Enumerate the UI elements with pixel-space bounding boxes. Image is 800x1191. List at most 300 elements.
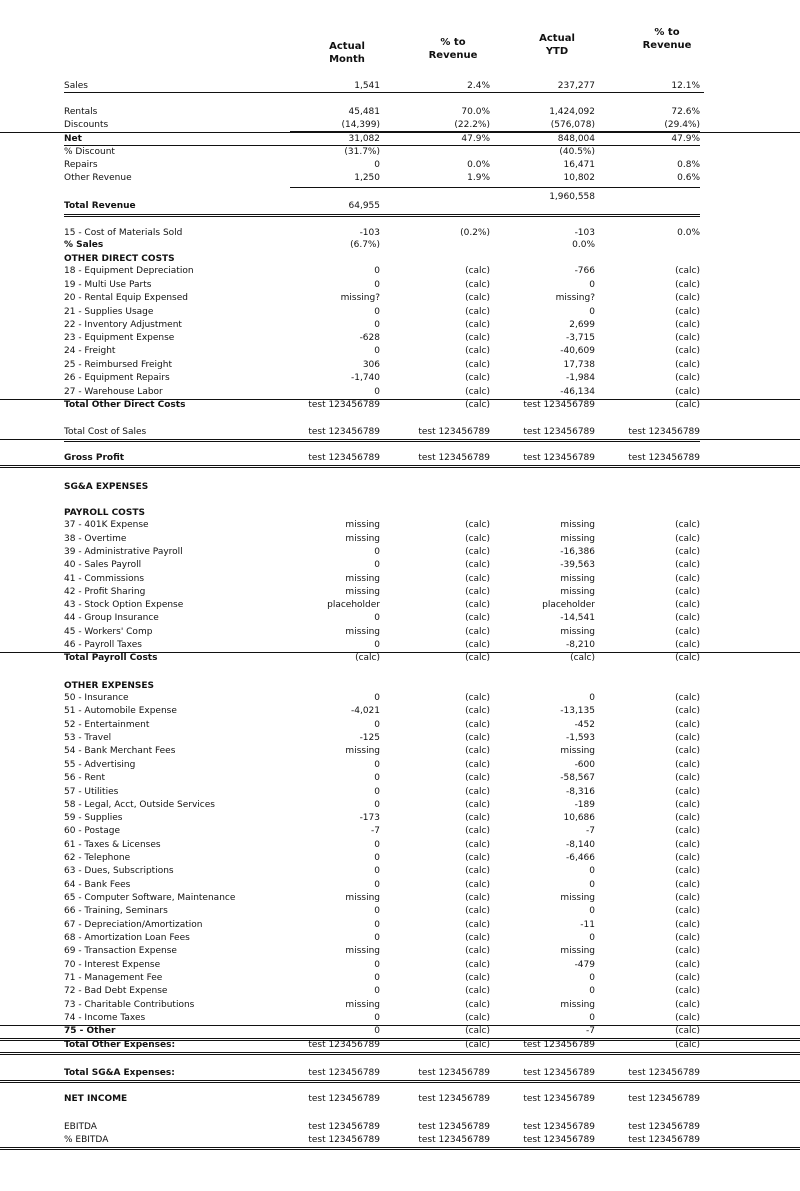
pct-revenue-ytd-value: (calc) <box>675 773 700 783</box>
pct-revenue-month-value: (calc) <box>465 800 490 810</box>
statement-row <box>0 799 800 812</box>
pct-revenue-ytd-value: (calc) <box>675 346 700 356</box>
actual-month-value: 0 <box>374 693 380 703</box>
rule-line <box>290 187 700 188</box>
row-label: 42 - Profit Sharing <box>64 587 146 597</box>
row-label: SG&A EXPENSES <box>64 482 149 492</box>
row-label: 72 - Bad Debt Expense <box>64 986 168 996</box>
pct-revenue-ytd-value: (calc) <box>675 547 700 557</box>
actual-ytd-value: -58,567 <box>560 773 595 783</box>
actual-month-value: -7 <box>371 826 380 836</box>
actual-ytd-value: test 123456789 <box>523 1135 595 1145</box>
statement-row <box>0 772 800 785</box>
actual-month-value: 0 <box>374 787 380 797</box>
pct-revenue-ytd-value: (29.4%) <box>664 120 700 130</box>
actual-month-value: (31.7%) <box>344 147 380 157</box>
statement-row <box>0 732 800 745</box>
header-line: % to <box>440 37 466 48</box>
pct-revenue-month-value: 0.0% <box>467 160 490 170</box>
actual-month-value: 0 <box>374 307 380 317</box>
actual-month-value: 1,250 <box>354 173 380 183</box>
pct-revenue-ytd-value: (calc) <box>675 600 700 610</box>
actual-month-value: 0 <box>374 613 380 623</box>
row-label: 54 - Bank Merchant Fees <box>64 746 176 756</box>
pct-revenue-ytd-value: (calc) <box>675 280 700 290</box>
actual-month-value: 0 <box>374 387 380 397</box>
actual-ytd-value: test 123456789 <box>523 453 595 463</box>
actual-ytd-value: -39,563 <box>560 560 595 570</box>
pct-revenue-ytd-value: (calc) <box>675 320 700 330</box>
pct-revenue-month-value: 1.9% <box>467 173 490 183</box>
statement-row <box>0 652 800 665</box>
statement-row <box>0 719 800 732</box>
pct-revenue-ytd-value: (calc) <box>675 360 700 370</box>
row-label: 65 - Computer Software, Maintenance <box>64 893 236 903</box>
row-label: 37 - 401K Expense <box>64 520 149 530</box>
statement-row <box>0 386 800 400</box>
row-label: 27 - Warehouse Labor <box>64 387 163 397</box>
header-line: Month <box>329 54 365 65</box>
row-label: 74 - Income Taxes <box>64 1013 146 1023</box>
pct-revenue-month-value: (calc) <box>465 760 490 770</box>
header-line: % to <box>654 27 680 38</box>
row-label: 73 - Charitable Contributions <box>64 1000 195 1010</box>
row-label: 55 - Advertising <box>64 760 136 770</box>
rule-line <box>64 214 700 217</box>
pct-revenue-ytd-value: (calc) <box>675 587 700 597</box>
row-label: 43 - Stock Option Expense <box>64 600 184 610</box>
statement-row <box>0 825 800 838</box>
pct-revenue-ytd-value: 0.8% <box>677 160 700 170</box>
pct-revenue-ytd-value: (calc) <box>675 920 700 930</box>
pct-revenue-month-value: test 123456789 <box>418 1094 490 1104</box>
row-label: 52 - Entertainment <box>64 720 150 730</box>
row-label: 20 - Rental Equip Expensed <box>64 293 189 303</box>
pct-revenue-month-value: (calc) <box>465 1026 490 1036</box>
row-label: Gross Profit <box>64 453 125 463</box>
actual-ytd-value: (576,078) <box>550 120 595 130</box>
pct-revenue-ytd-value: (calc) <box>675 760 700 770</box>
actual-month-value: 0 <box>374 720 380 730</box>
statement-row <box>0 332 800 345</box>
actual-month-value: (6.7%) <box>350 240 380 250</box>
pct-revenue-ytd-value: (calc) <box>675 813 700 823</box>
pct-revenue-ytd-value: test 123456789 <box>628 427 700 437</box>
row-label: 22 - Inventory Adjustment <box>64 320 182 330</box>
statement-row <box>0 599 800 612</box>
row-label: 44 - Group Insurance <box>64 613 159 623</box>
row-label: Total Revenue <box>64 201 136 211</box>
row-label: 24 - Freight <box>64 346 116 356</box>
pct-revenue-month-value: (calc) <box>465 627 490 637</box>
actual-month-value: 0 <box>374 973 380 983</box>
row-label: PAYROLL COSTS <box>64 508 145 518</box>
actual-ytd-value: 2,699 <box>569 320 595 330</box>
actual-month-value: 0 <box>374 346 380 356</box>
actual-ytd-value: (calc) <box>570 653 595 663</box>
statement-row <box>0 879 800 892</box>
pct-revenue-ytd-value: (calc) <box>675 266 700 276</box>
row-label: 39 - Administrative Payroll <box>64 547 183 557</box>
statement-row <box>0 359 800 372</box>
statement-row <box>0 745 800 758</box>
actual-month-value: 0 <box>374 840 380 850</box>
row-label: 19 - Multi Use Parts <box>64 280 152 290</box>
pct-revenue-month-value: (calc) <box>465 387 490 397</box>
actual-month-value: 0 <box>374 853 380 863</box>
row-label: Total Other Expenses: <box>64 1040 176 1050</box>
statement-row <box>0 239 800 252</box>
actual-ytd-value: -600 <box>574 760 595 770</box>
actual-ytd-value: -16,386 <box>560 547 595 557</box>
statement-row <box>0 279 800 292</box>
actual-ytd-value: -8,210 <box>565 640 595 650</box>
pct-revenue-month-value: (calc) <box>465 733 490 743</box>
statement-row <box>0 626 800 639</box>
row-label: 26 - Equipment Repairs <box>64 373 170 383</box>
pct-revenue-ytd-value: test 123456789 <box>628 1094 700 1104</box>
row-label: 18 - Equipment Depreciation <box>64 266 194 276</box>
statement-row <box>0 905 800 918</box>
actual-month-value: 0 <box>374 880 380 890</box>
statement-row <box>0 481 800 494</box>
statement-row <box>0 759 800 772</box>
row-label: 66 - Training, Seminars <box>64 906 168 916</box>
pct-revenue-ytd-value: (calc) <box>675 826 700 836</box>
pct-revenue-ytd-value: (calc) <box>675 560 700 570</box>
rule-line <box>290 131 700 132</box>
rule-line <box>64 145 700 146</box>
statement-row <box>0 559 800 572</box>
pct-revenue-ytd-value: 0.0% <box>677 228 700 238</box>
actual-ytd-value: 0 <box>589 693 595 703</box>
actual-ytd-value: test 123456789 <box>523 1122 595 1132</box>
actual-month-value: 0 <box>374 933 380 943</box>
actual-month-value: missing <box>345 1000 380 1010</box>
pct-revenue-month-value: (calc) <box>465 720 490 730</box>
actual-ytd-value: -14,541 <box>560 613 595 623</box>
actual-ytd-value: test 123456789 <box>523 1094 595 1104</box>
pct-revenue-month-value: (calc) <box>465 587 490 597</box>
statement-row <box>0 146 800 159</box>
pct-revenue-month-value: (calc) <box>465 880 490 890</box>
actual-month-value: 1,541 <box>354 81 380 91</box>
actual-month-value: test 123456789 <box>308 453 380 463</box>
pct-revenue-ytd-value: (calc) <box>675 706 700 716</box>
actual-month-value: 0 <box>374 560 380 570</box>
statement-row <box>0 892 800 905</box>
statement-row <box>0 1134 800 1150</box>
statement-row <box>0 692 800 705</box>
row-label: 50 - Insurance <box>64 693 129 703</box>
pct-revenue-month-value: (calc) <box>465 640 490 650</box>
actual-ytd-value: missing <box>560 1000 595 1010</box>
actual-ytd-value: 16,471 <box>563 160 595 170</box>
actual-month-value: 45,481 <box>348 107 380 117</box>
row-label: 46 - Payroll Taxes <box>64 640 142 650</box>
row-label: NET INCOME <box>64 1094 128 1104</box>
pct-revenue-ytd-value: 47.9% <box>671 134 700 144</box>
header-pct-revenue-ytd <box>622 26 712 52</box>
pct-revenue-month-value: (calc) <box>465 1040 490 1050</box>
pct-revenue-ytd-value: test 123456789 <box>628 1068 700 1078</box>
pct-revenue-ytd-value: (calc) <box>675 387 700 397</box>
pct-revenue-ytd-value: test 123456789 <box>628 1135 700 1145</box>
actual-ytd-value: 0 <box>589 307 595 317</box>
pct-revenue-month-value: (calc) <box>465 613 490 623</box>
row-label: 15 - Cost of Materials Sold <box>64 228 183 238</box>
actual-month-value: test 123456789 <box>308 1135 380 1145</box>
actual-month-value: missing <box>345 520 380 530</box>
actual-ytd-value: missing <box>560 587 595 597</box>
actual-ytd-value: 17,738 <box>563 360 595 370</box>
pct-revenue-month-value: (calc) <box>465 534 490 544</box>
actual-ytd-value: -479 <box>574 960 595 970</box>
pct-revenue-ytd-value: (calc) <box>675 946 700 956</box>
actual-month-value: 64,955 <box>348 201 380 211</box>
row-label: Total Cost of Sales <box>64 427 147 437</box>
actual-month-value: test 123456789 <box>308 427 380 437</box>
actual-ytd-value: test 123456789 <box>523 427 595 437</box>
actual-ytd-value: -11 <box>580 920 595 930</box>
row-label: 61 - Taxes & Licenses <box>64 840 161 850</box>
actual-month-value: missing <box>345 534 380 544</box>
statement-row <box>0 839 800 852</box>
actual-month-value: missing <box>345 574 380 584</box>
pct-revenue-ytd-value: (calc) <box>675 733 700 743</box>
actual-month-value: 0 <box>374 986 380 996</box>
pct-revenue-month-value: (calc) <box>465 906 490 916</box>
actual-ytd-value: missing <box>560 534 595 544</box>
header-line: Actual <box>539 33 575 44</box>
pct-revenue-month-value: (calc) <box>465 986 490 996</box>
pct-revenue-month-value: (calc) <box>465 960 490 970</box>
pct-revenue-ytd-value: (calc) <box>675 720 700 730</box>
statement-row <box>0 106 800 119</box>
pct-revenue-month-value: 2.4% <box>467 81 490 91</box>
pct-revenue-month-value: (calc) <box>465 1013 490 1023</box>
pct-revenue-ytd-value: 0.6% <box>677 173 700 183</box>
actual-month-value: 0 <box>374 320 380 330</box>
actual-month-value: missing <box>345 627 380 637</box>
pct-revenue-month-value: (calc) <box>465 600 490 610</box>
actual-month-value: 0 <box>374 920 380 930</box>
row-label: Total Payroll Costs <box>64 653 158 663</box>
row-label: OTHER DIRECT COSTS <box>64 254 175 264</box>
pct-revenue-month-value: test 123456789 <box>418 1122 490 1132</box>
actual-month-value: -103 <box>359 228 380 238</box>
statement-row <box>0 999 800 1012</box>
actual-month-value: 0 <box>374 960 380 970</box>
actual-month-value: (14,399) <box>341 120 380 130</box>
pct-revenue-ytd-value: (calc) <box>675 640 700 650</box>
pct-revenue-month-value: (calc) <box>465 400 490 410</box>
actual-month-value: test 123456789 <box>308 1122 380 1132</box>
actual-ytd-value: 0 <box>589 1013 595 1023</box>
statement-row <box>0 812 800 825</box>
pct-revenue-month-value: (calc) <box>465 973 490 983</box>
actual-month-value: 0 <box>374 760 380 770</box>
row-label: 38 - Overtime <box>64 534 127 544</box>
statement-row <box>0 865 800 878</box>
statement-row <box>0 546 800 559</box>
statement-row <box>0 265 800 278</box>
pct-revenue-ytd-value: (calc) <box>675 693 700 703</box>
pct-revenue-month-value: (calc) <box>465 933 490 943</box>
statement-row <box>0 985 800 998</box>
actual-month-value: -628 <box>359 333 380 343</box>
actual-month-value: 0 <box>374 800 380 810</box>
actual-ytd-value: -452 <box>574 720 595 730</box>
row-label: 51 - Automobile Expense <box>64 706 177 716</box>
actual-ytd-value: -7 <box>586 1026 595 1036</box>
row-label: 57 - Utilities <box>64 787 119 797</box>
header-line: YTD <box>545 46 569 57</box>
pct-revenue-ytd-value: (calc) <box>675 520 700 530</box>
statement-row <box>0 452 800 468</box>
row-label: 69 - Transaction Expense <box>64 946 177 956</box>
pct-revenue-month-value: (calc) <box>465 773 490 783</box>
row-label: 45 - Workers' Comp <box>64 627 153 637</box>
actual-ytd-value: 10,802 <box>563 173 595 183</box>
actual-month-value: 0 <box>374 906 380 916</box>
actual-ytd-value: -3,715 <box>565 333 595 343</box>
row-label: 62 - Telephone <box>64 853 131 863</box>
pct-revenue-month-value: (calc) <box>465 893 490 903</box>
statement-row <box>0 1067 800 1083</box>
actual-ytd-value: -766 <box>574 266 595 276</box>
pct-revenue-ytd-value: (calc) <box>675 307 700 317</box>
row-label: Net <box>64 134 82 144</box>
statement-row <box>0 1121 800 1134</box>
actual-ytd-value: missing <box>560 746 595 756</box>
row-label: % Sales <box>64 240 104 250</box>
statement-row <box>0 519 800 532</box>
statement-row <box>0 786 800 799</box>
actual-month-value: 0 <box>374 266 380 276</box>
row-label: 23 - Equipment Expense <box>64 333 175 343</box>
row-label: 59 - Supplies <box>64 813 123 823</box>
row-label: Discounts <box>64 120 109 130</box>
actual-ytd-value: 0 <box>589 866 595 876</box>
row-label: Repairs <box>64 160 98 170</box>
statement-row <box>0 612 800 625</box>
actual-month-value: missing <box>345 893 380 903</box>
pct-revenue-ytd-value: (calc) <box>675 653 700 663</box>
pct-revenue-month-value: (calc) <box>465 746 490 756</box>
pct-revenue-month-value: (calc) <box>465 693 490 703</box>
actual-ytd-value: 1,960,558 <box>549 192 595 202</box>
actual-month-value: missing <box>345 946 380 956</box>
row-label: 70 - Interest Expense <box>64 960 161 970</box>
actual-ytd-value: -8,316 <box>565 787 595 797</box>
pct-revenue-month-value: test 123456789 <box>418 1135 490 1145</box>
pct-revenue-month-value: (calc) <box>465 333 490 343</box>
actual-month-value: 0 <box>374 773 380 783</box>
actual-ytd-value: -8,140 <box>565 840 595 850</box>
actual-month-value: test 123456789 <box>308 400 380 410</box>
actual-ytd-value: -40,609 <box>560 346 595 356</box>
statement-row <box>0 292 800 305</box>
statement-row <box>0 319 800 332</box>
header-line: Revenue <box>428 50 478 61</box>
statement-row <box>0 159 800 172</box>
header-actual-month <box>302 40 392 66</box>
pct-revenue-ytd-value: (calc) <box>675 973 700 983</box>
pct-revenue-month-value: (calc) <box>465 946 490 956</box>
pct-revenue-ytd-value: (calc) <box>675 880 700 890</box>
row-label: % Discount <box>64 147 115 157</box>
pct-revenue-month-value: (calc) <box>465 520 490 530</box>
actual-ytd-value: (40.5%) <box>559 147 595 157</box>
actual-month-value: 0 <box>374 1026 380 1036</box>
rule-line <box>64 441 700 442</box>
actual-ytd-value: -1,984 <box>565 373 595 383</box>
statement-row <box>0 372 800 385</box>
actual-ytd-value: 0 <box>589 280 595 290</box>
row-label: 67 - Depreciation/Amortization <box>64 920 203 930</box>
actual-month-value: (calc) <box>355 653 380 663</box>
pct-revenue-month-value: (calc) <box>465 373 490 383</box>
pct-revenue-ytd-value: (calc) <box>675 893 700 903</box>
actual-ytd-value: missing <box>560 946 595 956</box>
pct-revenue-month-value: 70.0% <box>461 107 490 117</box>
pct-revenue-month-value: (calc) <box>465 280 490 290</box>
statement-row <box>0 932 800 945</box>
pct-revenue-month-value: (calc) <box>465 266 490 276</box>
statement-row <box>0 852 800 865</box>
row-label: 53 - Travel <box>64 733 112 743</box>
statement-row <box>0 639 800 653</box>
rule-line <box>64 92 704 93</box>
pct-revenue-ytd-value: (calc) <box>675 400 700 410</box>
actual-ytd-value: 0 <box>589 880 595 890</box>
pct-revenue-month-value: (0.2%) <box>460 228 490 238</box>
pct-revenue-ytd-value: (calc) <box>675 800 700 810</box>
actual-ytd-value: 0 <box>589 986 595 996</box>
pct-revenue-month-value: (calc) <box>465 813 490 823</box>
actual-month-value: 0 <box>374 160 380 170</box>
pct-revenue-month-value: (calc) <box>465 346 490 356</box>
row-label: 68 - Amortization Loan Fees <box>64 933 190 943</box>
actual-ytd-value: test 123456789 <box>523 1068 595 1078</box>
pct-revenue-ytd-value: (calc) <box>675 853 700 863</box>
actual-ytd-value: placeholder <box>542 600 595 610</box>
row-label: Rentals <box>64 107 98 117</box>
actual-month-value: missing? <box>340 293 380 303</box>
row-label: 63 - Dues, Subscriptions <box>64 866 174 876</box>
actual-month-value: 0 <box>374 547 380 557</box>
row-label: 21 - Supplies Usage <box>64 307 154 317</box>
statement-row <box>0 200 800 213</box>
pct-revenue-ytd-value: (calc) <box>675 373 700 383</box>
row-label: 60 - Postage <box>64 826 121 836</box>
actual-ytd-value: 1,424,092 <box>549 107 595 117</box>
actual-ytd-value: -1,593 <box>565 733 595 743</box>
statement-row <box>0 945 800 958</box>
pct-revenue-month-value: test 123456789 <box>418 453 490 463</box>
actual-ytd-value: 0 <box>589 933 595 943</box>
pct-revenue-ytd-value: (calc) <box>675 1013 700 1023</box>
actual-ytd-value: 0 <box>589 906 595 916</box>
actual-month-value: -1,740 <box>350 373 380 383</box>
row-label: 58 - Legal, Acct, Outside Services <box>64 800 215 810</box>
row-label: % EBITDA <box>64 1135 109 1145</box>
actual-ytd-value: 0 <box>589 973 595 983</box>
actual-month-value: -173 <box>359 813 380 823</box>
pct-revenue-month-value: test 123456789 <box>418 1068 490 1078</box>
pct-revenue-month-value: (calc) <box>465 706 490 716</box>
